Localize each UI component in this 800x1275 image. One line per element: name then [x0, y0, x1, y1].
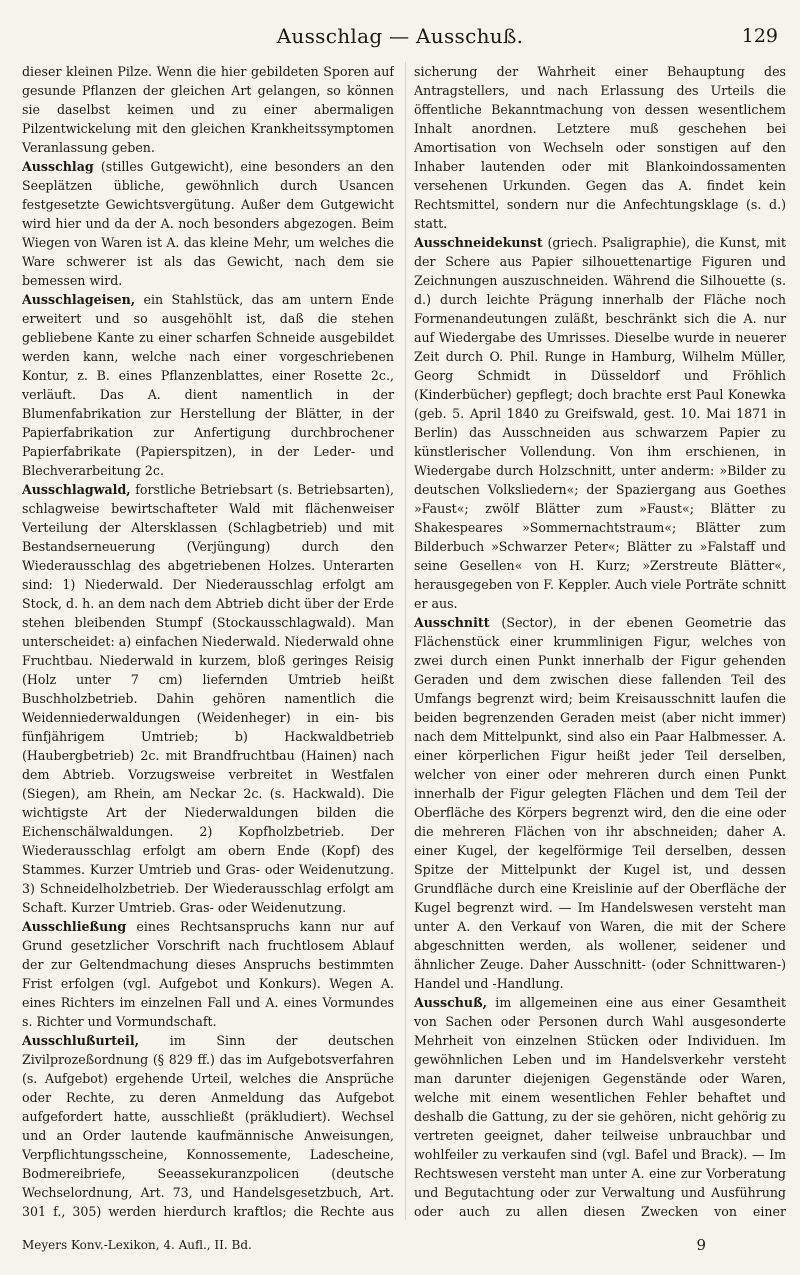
running-header: [20, 24, 780, 52]
entry-headword: Ausschlageisen,: [22, 292, 136, 307]
dictionary-entry: [22, 290, 394, 480]
imprint-line: Meyers Konv.-Lexikon, 4. Aufl., II. Bd.: [22, 1238, 252, 1252]
entry-headword: Ausschnitt: [414, 615, 490, 630]
entry-text: sicherung der Wahrheit einer Behauptung des Antragstellers, und nach Erlassung des Urteils die öffentliche Bekanntmachung von dessen wesentlichem Inhalt anordnen. Letztere muß geschehen bei Amortisation von Wechseln oder sonstigen auf den Inhaber lautenden oder mit Blankoindossamenten versehenen Urkunden. Gegen das A. findet kein Rechtsmittel, sondern nur die Anfechtungsklage (s. d.) statt.: [414, 64, 786, 231]
page-footer: [22, 1236, 786, 1258]
running-title: Ausschlag — Ausschuß.: [276, 24, 524, 48]
dictionary-entry: [414, 993, 786, 1220]
column-left: [22, 62, 394, 1220]
entry-headword: Ausschuß,: [414, 995, 488, 1010]
entry-headword: Ausschließung: [22, 919, 127, 934]
entry-text: im Sinn der deutschen Zivilprozeßordnung (§ 829 ff.) das im Aufgebotsverfahren (s. Aufgebot) ergehende Urteil, welches die Ansprüche oder Rechte, zu deren Anmeldung das Aufgebot aufgefordert hatte, ausschließt (präkludiert). Wechsel und an Order lautende kaufmännische Anweisungen, Verpflichtungsscheine, Konnossemente, Ladescheine, Bodmereibriefe, Seeassekuranzpolicen (deutsche Wechselordnung, Art. 73, und Handelsgesetzbuch, Art. 301 f., 305) werden hierdurch kraftlos; die Rechte aus: [22, 1033, 394, 1219]
entry-text: (stilles Gutgewicht), eine besonders an den Seeplätzen übliche, gewöhnlich durch Usancen festgesetzte Gewichtsvergütung. Außer dem Gutgewicht wird hier und da der A. noch besonders abgezogen. Beim Wiegen von Waren ist A. das kleine Mehr, um welches die Ware schwerer ist als das Gewicht, nach dem sie bemessen wird.: [22, 159, 394, 288]
dictionary-entry: [22, 62, 394, 157]
entry-headword: Ausschlagwald,: [22, 482, 131, 497]
entry-headword: Ausschlußurteil,: [22, 1033, 140, 1048]
dictionary-entry: [414, 62, 786, 233]
dictionary-entry: [22, 1031, 394, 1220]
entry-text: eines Rechtsanspruchs kann nur auf Grund gesetzlicher Vorschrift nach fruchtlosem Ablauf der zur Geltendmachung dieses Anspruchs bestimmten Frist erfolgen (vgl. Aufgebot und Konkurs). Wegen A. eines Richters im einzelnen Fall und A. eines Vormundes s. Richter und Vormundschaft.: [22, 919, 394, 1029]
entry-text: (Sector), in der ebenen Geometrie das Flächenstück einer krummlinigen Figur, welches von zwei durch einen Punkt innerhalb der Figur gehenden Geraden und dem zwischen diese fallenden Teil des Umfangs begrenzt wird; beim Kreisausschnitt laufen die beiden begrenzenden Geraden meist (aber nicht immer) nach dem Mittelpunkt, sind also ein Paar Halbmesser. A. einer körperlichen Figur heißt jeder Teil derselben, welcher von einer oder mehreren durch einen Punkt innerhalb der Figur gelegten Flächen und dem Teil der Oberfläche des Körpers begrenzt wird, den die eine oder die mehreren Flächen von ihr abschneiden; daher A. einer Kugel, der kegelförmige Teil derselben, dessen Spitze der Mittelpunkt der Kugel ist, und dessen Grundfläche durch eine Kreislinie auf der Oberfläche der Kugel begrenzt wird. — Im Handelswesen versteht man unter A. den Verkauf von Waren, die mit der Schere abgeschnitten werden, als wollener, seidener und ähnlicher Zeuge. Daher Ausschnitt- (oder Schnittwaren-) Handel und -Handlung.: [414, 615, 786, 991]
entry-headword: Ausschneidekunst: [414, 235, 543, 250]
entry-text: (griech. Psaligraphie), die Kunst, mit der Schere aus Papier silhouettenartige Figuren und Zeichnungen auszuschneiden. Während die Silhouette (s. d.) durch leichte Prägung innerhalb der Fläche noch Formenandeutungen zuläßt, beschränkt sich die A. nur auf Wiedergabe des Umrisses. Dieselbe wurde in neuerer Zeit durch O. Phil. Runge in Hamburg, Wilhelm Müller, Georg Schmidt in Düsseldorf und Fröhlich (Kinderbücher) gepflegt; doch brachte erst Paul Konewka (geb. 5. April 1840 zu Greifswald, gest. 10. Mai 1871 in Berlin) das Ausschneiden aus schwarzem Papier zu künstlerischer Vollendung. Von ihm erschienen, in Wiedergabe durch Holzschnitt, unter anderm: »Bilder zu deutschen Volksliedern«; der Spaziergang aus Goethes »Faust«; zwölf Blätter zum »Faust«; Blätter zu Shakespeares »Sommernachtstraum«; Blätter zum Bilderbuch »Schwarzer Peter«; Blätter zu »Falstaff und seine Gesellen« von H. Kurz; »Zerstreute Blätter«, herausgegeben von F. Keppler. Auch viele Porträte schnitt er aus.: [414, 235, 786, 611]
entry-text: dieser kleinen Pilze. Wenn die hier gebildeten Sporen auf gesunde Pflanzen der gleichen Art gelangen, so können sie daselbst keimen und zu einer abermaligen Pilzentwickelung mit den gleichen Krankheitssymptomen Veranlassung geben.: [22, 64, 394, 155]
entry-text: ein Stahlstück, das am untern Ende erweitert und so ausgehöhlt ist, daß die stehen gebliebene Kante zu einer scharfen Schneide ausgebildet werden kann, welche nach einer vorgeschriebenen Kontur, z. B. eines Pflanzenblattes, einer Rosette 2c., verläuft. Das A. dient namentlich in der Blumenfabrikation zur Herstellung der Blätter, in der Papierfabrikation zur Anfertigung durchbrochener Papierfabrikate (Papierspitzen), in der Leder- und Blechverarbeitung 2c.: [22, 292, 394, 478]
entry-headword: Ausschlag: [22, 159, 94, 174]
column-right: [405, 62, 786, 1220]
dictionary-entry: [414, 233, 786, 613]
entry-text: im allgemeinen eine aus einer Gesamtheit von Sachen oder Personen durch Wahl ausgesonderte Mehrheit von einzelnen Stücken oder Individuen. Im gewöhnlichen Leben und im Handelsverkehr versteht man darunter diejenigen Gegenstände oder Waren, welche mit einem wesentlichen Fehler behaftet und deshalb die Gattung, zu der sie gehören, nicht gehörig zu vertreten geeignet, daher teilweise unbrauchbar und wohlfeiler zu verkaufen sind (vgl. Bafel und Brack). — Im Rechtswesen versteht man unter A. eine zur Vorberatung und Begutachtung oder zur Verwaltung und Ausführung oder auch zu allen diesen Zwecken von einer: [414, 995, 786, 1219]
dictionary-entry: [22, 157, 394, 290]
dictionary-entry: [414, 613, 786, 993]
dictionary-entry: [22, 917, 394, 1031]
entry-text: forstliche Betriebsart (s. Betriebsarten), schlagweise bewirtschafteter Wald mit flächenweiser Verteilung der Altersklassen (Schlagbetrieb) und mit Bestandserneuerung (Verjüngung) durch den Wiederausschlag des abgetriebenen Holzes. Unterarten sind: 1) Niederwald. Der Niederausschlag erfolgt am Stock, d. h. an dem nach dem Abtrieb dicht über der Erde stehen bleibenden Stumpf (Stockausschlagwald). Man unterscheidet: a) einfachen Niederwald. Niederwald ohne Fruchtbau. Niederwald in kurzem, bloß geringes Reisig (Holz unter 7 cm) liefernden Umtrieb heißt Buschholzbetrieb. Dahin gehören namentlich die Weidenniederwaldungen (Weidenheger) in ein- bis fünfjährigem Umtrieb; b) Hackwaldbetrieb (Haubergbetrieb) 2c. mit Brandfruchtbau (Hainen) nach dem Abtrieb. Vorzugsweise verbreitet in Westfalen (Siegen), am Rhein, am Neckar 2c. (s. Hackwald). Die wichtigste Art der Niederwaldungen bilden die Eichenschälwaldungen. 2) Kopfholzbetrieb. Der Wiederausschlag erfolgt am obern Ende (Kopf) des Stammes. Kurzer Umtrieb und Gras- oder Weidenutzung. 3) Schneidelholzbetrieb. Der Wiederausschlag erfolgt am Schaft. Kurzer Umtrieb. Gras- oder Weidenutzung.: [22, 482, 394, 915]
sheet-signature: 9: [696, 1236, 706, 1254]
dictionary-entry: [22, 480, 394, 917]
page-number: 129: [741, 25, 778, 47]
text-columns: [22, 62, 786, 1220]
